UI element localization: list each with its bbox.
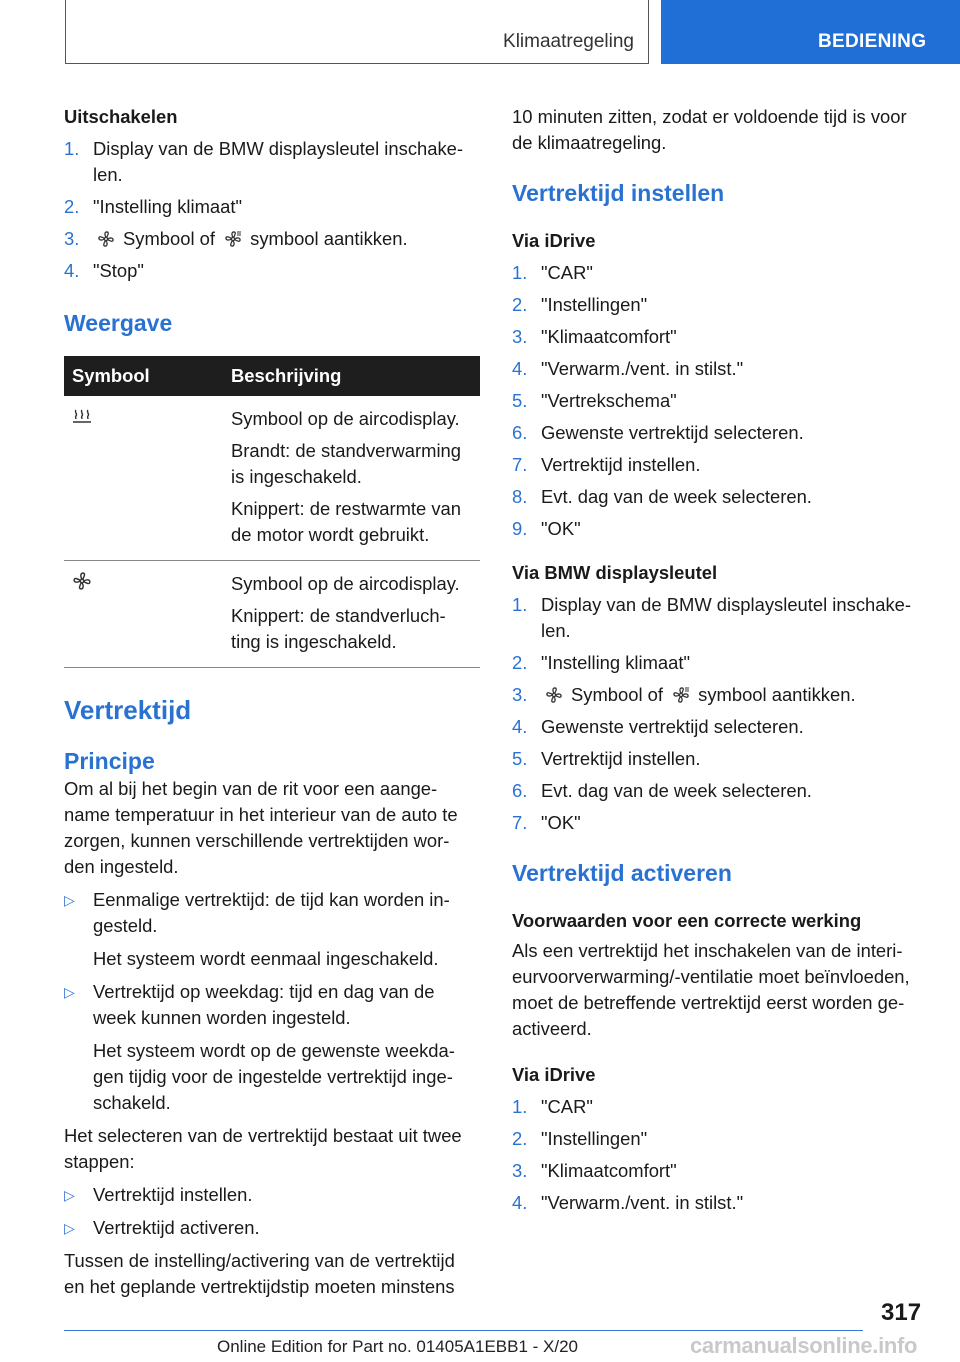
table-row: Symbool op de aircodisplay. Brandt: de standverwarming is ingeschakeld. Knippert: de restwarmte van de motor wordt gebruikt. (64, 396, 480, 561)
ventilation-heating-icon (224, 230, 242, 248)
header-chapter-label: BEDIENING (818, 31, 927, 52)
idrive-steps (512, 260, 927, 542)
requirements-text: Als een vertrektijd het inschakelen van de interi-eurvoorverwarming/-ventilatie moet beïnvloeden, moet de betreffende vertrektijd eerst worden ge-activeerd. (512, 940, 910, 1039)
steps-list (64, 1182, 480, 1241)
triangle-bullet-icon: ▷ (64, 984, 75, 1000)
symbol-table (64, 356, 480, 668)
table-header-symbol: Symbool (64, 356, 231, 396)
idrive-steps-2 (512, 1094, 927, 1216)
between-text: Tussen de instelling/activering van de vertrektijd en het geplande vertrektijdstip moeten minstens (64, 1250, 455, 1297)
header-chapter-tab (661, 0, 960, 64)
departure-heading: Vertrektijd (64, 695, 192, 725)
list-item: 5. Vertrektijd instellen. (512, 748, 701, 769)
ventilation-heating-icon (672, 686, 690, 704)
via-idrive-heading-2: Via iDrive (512, 1064, 596, 1085)
list-item: 4. "Stop" (64, 260, 144, 281)
right-column (512, 104, 927, 1216)
triangle-bullet-icon: ▷ (64, 892, 75, 908)
list-item: 3. "Klimaatcomfort" (512, 326, 677, 347)
left-column (64, 104, 480, 1300)
display-heading: Weergave (64, 310, 173, 336)
heating-icon (72, 409, 92, 425)
watermark: carmanualsonline.info (690, 1333, 918, 1358)
footer-edition: Online Edition for Part no. 01405A1EBB1 - X/20 (217, 1337, 579, 1356)
list-item: 2. "Instellingen" (512, 1128, 648, 1149)
list-item: 1. "CAR" (512, 262, 593, 283)
list-item: 1. Display van de BMW displaysleutel inschake-len. (512, 594, 912, 641)
triangle-bullet-icon: ▷ (64, 1187, 75, 1203)
list-item: 7. Vertrektijd instellen. (512, 454, 701, 475)
header-section-title: Klimaatregeling (503, 31, 634, 52)
list-item: 5. "Vertrekschema" (512, 390, 677, 411)
list-item: 4. "Verwarm./vent. in stilst." (512, 358, 744, 379)
continued-text: 10 minuten zitten, zodat er voldoende tijd is voor de klimaatregeling. (512, 106, 907, 153)
list-item: ▷ Vertrektijd instellen. (64, 1182, 480, 1208)
off-steps (64, 136, 480, 284)
list-item: 4. Gewenste vertrektijd selecteren. (512, 716, 804, 737)
table-row: Symbool op de aircodisplay. Knippert: de standverluch-ting is ingeschakeld. (64, 561, 480, 668)
via-key-heading: Via BMW displaysleutel (512, 562, 718, 583)
list-item: 3. Symbool of symbool aantikken. (512, 684, 856, 705)
ventilation-icon (545, 686, 563, 704)
footer-divider (64, 1330, 863, 1331)
page-number: 317 (881, 1299, 922, 1326)
principle-heading: Principe (64, 748, 155, 774)
list-item: 9. "OK" (512, 518, 581, 539)
set-departure-heading: Vertrektijd instellen (512, 180, 725, 206)
via-idrive-heading: Via iDrive (512, 230, 596, 251)
select-text: Het selecteren van de vertrektijd bestaat uit twee stappen: (64, 1125, 462, 1172)
list-item: 8. Evt. dag van de week selecteren. (512, 486, 812, 507)
list-item: 2. "Instelling klimaat" (512, 652, 691, 673)
list-item: ▷ Vertrektijd op weekdag: tijd en dag van de week kunnen worden ingesteld. Het systeem wordt op de gewenste weekda-gen tijdig voor de ingestelde vertrektijd inge-schakeld. (64, 981, 455, 1113)
list-item: 7. "OK" (512, 812, 581, 833)
list-item: 2. "Instelling klimaat" (64, 196, 243, 217)
list-item: 1. "CAR" (512, 1096, 593, 1117)
list-item: ▷ Eenmalige vertrektijd: de tijd kan worden in-gesteld. Het systeem wordt eenmaal ingeschakeld. (64, 889, 450, 969)
list-item: 4. "Verwarm./vent. in stilst." (512, 1192, 744, 1213)
requirements-heading: Voorwaarden voor een correcte werking (512, 910, 862, 931)
ventilation-icon (97, 230, 115, 248)
list-item: 3. "Klimaatcomfort" (512, 1160, 677, 1181)
key-steps (512, 592, 927, 836)
list-item: 3. Symbool of symbool aantikken. (64, 228, 408, 249)
list-item: 6. Gewenste vertrektijd selecteren. (512, 422, 804, 443)
list-item: 6. Evt. dag van de week selecteren. (512, 780, 812, 801)
departure-types-list (64, 887, 480, 1116)
off-heading: Uitschakelen (64, 106, 178, 127)
header-section-box (65, 0, 649, 64)
principle-text: Om al bij het begin van de rit voor een aange-name temperatuur in het interieur van de auto te zorgen, kunnen verschillende vertrektijden wor-den ingesteld. (64, 778, 458, 877)
triangle-bullet-icon: ▷ (64, 1220, 75, 1236)
list-item: ▷ Vertrektijd activeren. (64, 1215, 480, 1241)
table-header-description: Beschrijving (231, 356, 480, 396)
activate-departure-heading: Vertrektijd activeren (512, 860, 732, 886)
list-item: 2. "Instellingen" (512, 294, 648, 315)
list-item: 1. Display van de BMW displaysleutel inschake-len. (64, 138, 464, 185)
ventilation-icon (72, 571, 92, 591)
